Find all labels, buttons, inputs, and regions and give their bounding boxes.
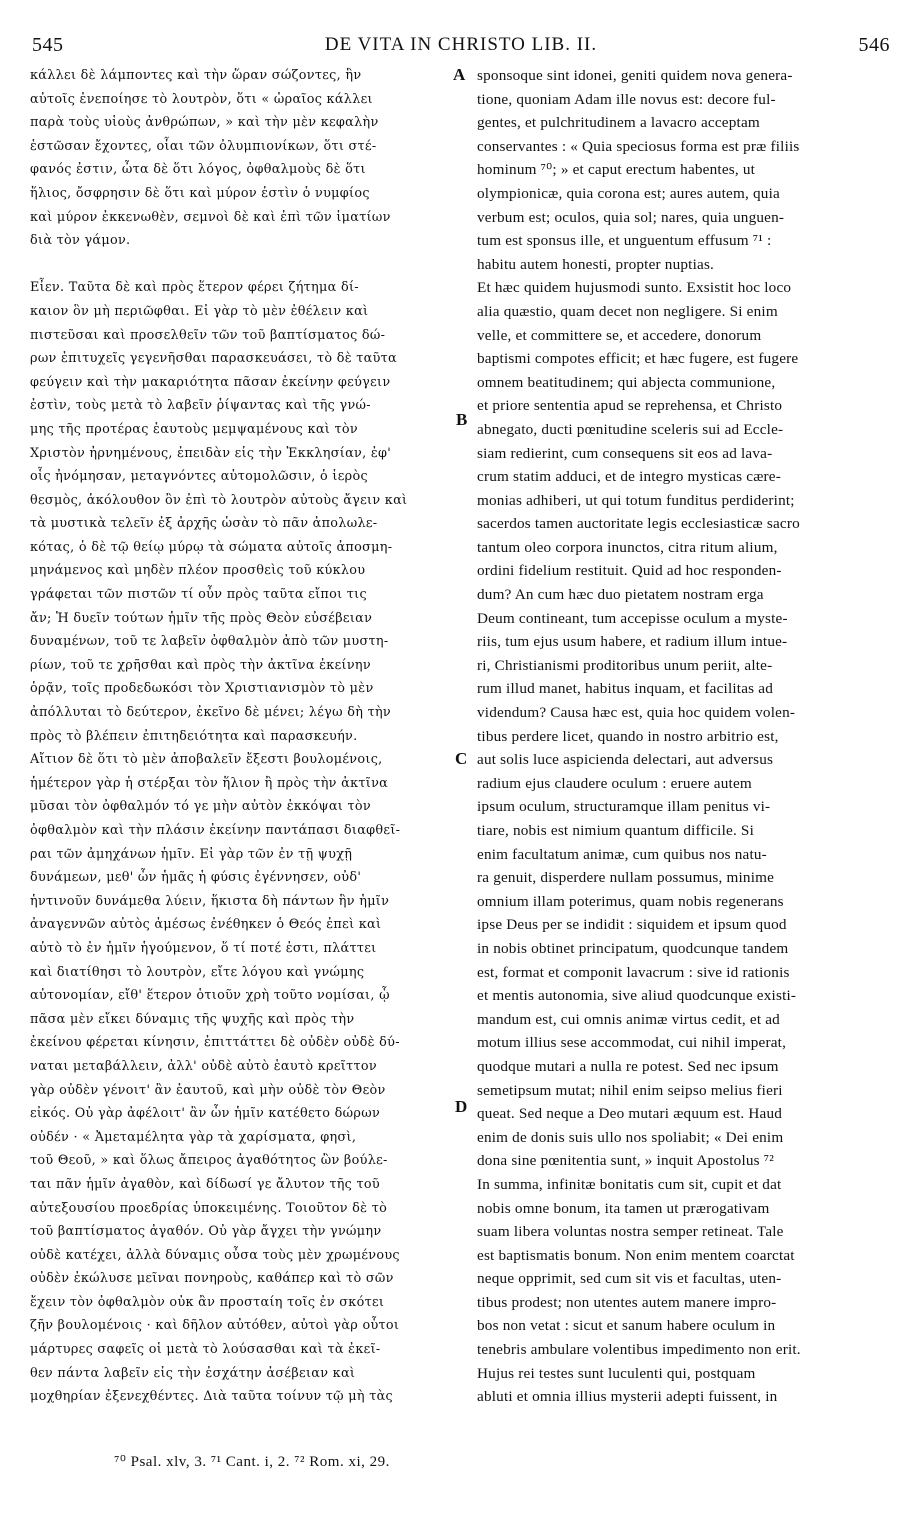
text-line: sponsoque sint idonei, geniti quidem nova genera- xyxy=(477,67,793,84)
greek-column xyxy=(30,64,464,1409)
text-line: αὐτονομίαν, εἴθ' ἕτερον ὁτιοῦν χρὴ τοῦτο νομίσαι, ᾧ xyxy=(30,988,390,1004)
text-line: ἀναγεννῶν αὐτὸς ἀμέσως ἐνέθηκεν ὁ Θεός ἐπεὶ καὶ xyxy=(30,917,382,933)
text-line: motum illius sese accommodat, cui nihil imperat, xyxy=(477,1034,787,1052)
text-line: mandum est, cui omnis animæ virtus cedit, et ad xyxy=(477,1010,780,1028)
text-line: γράφεται τῶν πιστῶν τί οὖν πρὸς ταῦτα εἴποι τις xyxy=(30,587,367,603)
text-line: tione, quoniam Adam ille novus est: decore ful- xyxy=(477,90,776,108)
text-line: Αἴτιον δὲ ὅτι τὸ μὲν ἀποβαλεῖν ἔξεστι βουλομένοις, xyxy=(30,752,383,768)
text-line: τοῦ Θεοῦ, » καὶ ὅλως ἄπειρος ἀγαθότητος ὢν βούλε- xyxy=(30,1153,388,1169)
text-line: semetipsum mutat; nihil enim seipso melius fieri xyxy=(477,1081,783,1099)
text-line: baptismi compotes efficit; et hæc fugere, est fugere xyxy=(477,350,799,368)
text-line: videndum? Causa hæc est, quia hoc quidem volen- xyxy=(477,704,796,722)
text-line: est, format et componit lavacrum : sive id rationis xyxy=(477,963,790,981)
text-line: ἔχειν τὸν ὀφθαλμὸν οὐκ ἂν προσταίη τοῖς ἐν σκότει xyxy=(30,1294,385,1310)
text-line: ραι τῶν ἀμηχάνων ἡμῖν. Εἰ γὰρ τῶν ἐν τῇ ψυχῇ xyxy=(30,846,353,862)
text-line: est baptismatis bonum. Non enim mentem coarctat xyxy=(477,1246,795,1264)
text-line: κάλλει δὲ λάμποντες καὶ τὴν ὥραν σώζοντες, ἣν xyxy=(30,68,362,83)
page-number-right: 546 xyxy=(858,34,890,56)
text-line: μηνάμενος καὶ μηδὲν πλέον προσθεὶς τοῦ κύκλου xyxy=(30,563,366,579)
running-header xyxy=(32,34,890,60)
text-line: rum illud manet, habitus inquam, et facilitas ad xyxy=(477,680,773,698)
text-line: ἐστὶν, τοὺς μετὰ τὸ λαβεῖν ῥίψαντας καὶ τῆς γνώ- xyxy=(30,398,371,414)
text-line: ἡμέτερον γὰρ ἡ στέρξαι τὸν ἥλιον ἢ πρὸς τὴν ἀκτῖνα xyxy=(30,775,389,791)
text-line: ipse Deus per se indidit : siquidem et ipsum quod xyxy=(477,916,787,934)
text-line: nobis omne bonum, ita tamen ut prærogativam xyxy=(477,1199,770,1217)
text-line: In summa, infinitæ bonitatis cum sit, cupit et dat xyxy=(477,1175,782,1193)
text-line: πᾶσα μὲν εἴκει δύναμις τῆς ψυχῆς καὶ πρὸς τὴν xyxy=(30,1011,355,1027)
section-marker-d: D xyxy=(455,1097,468,1116)
text-line: tenebris ambulare volentibus impedimento non erit. xyxy=(477,1341,801,1359)
text-line: καὶ διατίθησι τὸ λουτρὸν, εἴτε λόγου καὶ γνώμης xyxy=(30,964,365,980)
text-line: radium ejus claudere oculum : eruere autem xyxy=(477,774,752,792)
section-marker-a: A xyxy=(453,65,466,84)
text-line: tum est sponsus ille, et unguentum effusum ⁷¹ : xyxy=(477,232,772,250)
text-line: abnegato, ducti pœnitudine sceleris sui ad Eccle- xyxy=(477,420,784,438)
text-line: hominum ⁷⁰; » et caput erectum habentes, ut xyxy=(477,161,756,179)
text-line: εἰκός. Οὐ γὰρ ἀφέλοιτ' ἂν ὧν ἡμῖν κατέθετο δώρων xyxy=(30,1106,381,1122)
text-line: Εἶεν. Ταῦτα δὲ καὶ πρὸς ἕτερον φέρει ζήτημα δί- xyxy=(30,280,359,296)
text-line: μης τῆς προτέρας ἑαυτοὺς μεμψαμένους καὶ τὸν xyxy=(30,421,358,437)
text-line: ἑστῶσαν ἔχοντες, οἷαι τῶν ὀλυμπιονίκων, ὅτι στέ- xyxy=(30,138,377,154)
text-line: Hujus rei testes sunt luculenti qui, postquam xyxy=(477,1364,756,1382)
text-line: ὀφθαλμὸν καὶ τὴν πλάσιν ἐκείνην παντάπασι διαφθεῖ- xyxy=(30,823,401,838)
text-line: ἄν; Ἡ δυεῖν τούτων ἡμῖν τῆς πρὸς Θεὸν εὐσέβειαν xyxy=(30,610,373,626)
text-line: πρὸς τὸ βλέπειν ἐπιτηδειότητα καὶ παρασκευήν. xyxy=(30,728,358,744)
text-line: ρίων, τοῦ τε χρῆσθαι καὶ πρὸς τὴν ἀκτῖνα ἐκείνην xyxy=(30,657,371,673)
text-line: tibus prodest; non utentes autem manere impro- xyxy=(477,1293,777,1311)
text-line: γὰρ οὐδὲν γένοιτ' ἂν ἑαυτοῦ, καὶ μὴν οὐδὲ τὸν Θεὸν xyxy=(30,1082,386,1098)
text-line: omnem beatitudinem; qui abjecta communione, xyxy=(477,373,776,391)
text-line: sacerdos tamen auctoritate legis ecclesiasticæ sacro xyxy=(477,515,800,533)
text-line: abluti et omnia illius mysterii adepti fuissent, in xyxy=(477,1388,778,1406)
text-line: οὐδὲν ἐκώλυσε μεῖναι πονηροὺς, καθάπερ καὶ τὸ σῶν xyxy=(30,1271,394,1287)
text-line: πιστεῦσαι καὶ προσελθεῖν τῶν τοῦ βαπτίσματος δώ- xyxy=(30,327,386,343)
text-line: καιον ὃν μὴ περιῶφθαι. Εἰ γὰρ τὸ μὲν ἐθέλειν καὶ xyxy=(30,303,369,319)
text-line: tiare, nobis est nimium quantum difficile. Si xyxy=(477,822,754,839)
running-title: DE VITA IN CHRISTO LIB. II. xyxy=(324,34,598,55)
text-line: ναται μεταβάλλειν, ἀλλ' οὐδὲ αὐτὸ ἑαυτὸ κρεῖττον xyxy=(30,1058,377,1074)
text-line: ὁρᾷν, τοῖς προδεδωκόσι τὸν Χριστιανισμὸν τὸ μὲν xyxy=(30,681,374,697)
text-line: παρὰ τοὺς υἱοὺς ἀνθρώπων, » καὶ τὴν μὲν κεφαλὴν xyxy=(30,115,379,131)
text-line: ra genuit, disperdere nullam possumus, minime xyxy=(477,869,775,887)
text-line: ἡντινοῦν δυνάμεθα λύειν, ἥκιστα δὴ πάντων ἣν ἡμῖν xyxy=(30,893,390,909)
text-line: enim de donis suis ullo nos spoliabit; « Dei enim xyxy=(477,1128,784,1146)
text-line: enim facultatum animæ, cum quibus nos natu- xyxy=(477,845,767,863)
text-line: bos non vetat : sicut et sanum habere oculum in xyxy=(477,1317,776,1335)
text-line: ri, Christianismi proditoribus unum periit, alte- xyxy=(477,656,773,674)
text-line: olympionicæ, quia corona est; aures autem, quia xyxy=(477,184,780,202)
latin-column xyxy=(477,64,899,1409)
text-line: οὐδέν · « Ἀμεταμέλητα γὰρ τὰ χαρίσματα, φησὶ, xyxy=(30,1129,357,1145)
text-line: αὐτοῖς ἐνεποίησε τὸ λουτρὸν, ὅτι « ὡραῖος κάλλει xyxy=(30,91,373,107)
text-line: tantum oleo corpora inunctos, citra ritum alium, xyxy=(477,538,778,556)
text-line: alia quæstio, quam decet non negligere. Si enim xyxy=(477,302,778,320)
text-line: ζῆν βουλομένοις · καὶ δῆλον αὐτόθεν, αὐτοὶ γὰρ οὗτοι xyxy=(30,1318,400,1334)
text-line: monias adhiberi, ut qui totum funditus perdiderint; xyxy=(477,491,795,509)
text-line: ται πᾶν ἡμῖν ἀγαθὸν, καὶ δίδωσί γε ἄλυτον τῆς τοῦ xyxy=(30,1176,380,1192)
text-line: dona sine pœnitentia sunt, » inquit Apostolus ⁷² xyxy=(477,1152,775,1170)
text-line: suam libera voluntas nostra semper retineat. Tale xyxy=(477,1223,784,1241)
page-number-left: 545 xyxy=(32,34,64,56)
text-line: queat. Sed neque a Deo mutari æquum est. Haud xyxy=(477,1105,783,1123)
text-line: et priore sententia apud se reprehensa, et Christo xyxy=(477,397,783,415)
text-line: φανός ἐστιν, ὦτα δὲ ὅτι λόγος, ὀφθαλμοὺς δὲ ὅτι xyxy=(30,162,366,178)
text-line: μοχθηρίαν ἐξενεχθέντες. Διὰ ταῦτα τοίνυν τῷ μὴ τὰς xyxy=(30,1389,393,1405)
footnotes: ⁷⁰ Psal. xlv, 3. ⁷¹ Cant. i, 2. ⁷² Rom. xi, 29. xyxy=(114,1454,390,1470)
section-marker-c: C xyxy=(455,749,468,768)
text-line: ἀπόλλυται τὸ δεύτερον, ἐκεῖνο δὲ μένει; λέγω δὴ τὴν xyxy=(30,705,391,721)
text-line: κότας, ὁ δὲ τῷ θείῳ μύρῳ τὰ σώματα αὐτοῖς ἀποσμη- xyxy=(30,539,393,555)
text-line: velle, et committere se, et accedere, donorum xyxy=(477,326,762,344)
text-line: οὐδὲ κατέχει, ἀλλὰ δύναμις οὖσα τοὺς μὲν χρωμένους xyxy=(30,1247,400,1263)
text-line: ipsum oculum, structuramque illam penitus vi- xyxy=(477,798,771,816)
text-line: ἐκείνου φέρεται κίνησιν, ἐπιττάττει δὲ οὐδὲν οὐδὲ δύ- xyxy=(30,1035,400,1051)
text-line: ρων ἐπιτυχεῖς γεγενῆσθαι παρασκευάσει, τὸ δὲ ταῦτα xyxy=(30,351,397,367)
text-line: aut solis luce aspicienda delectari, aut adversus xyxy=(477,751,774,769)
text-line: αὐτὸ τὸ ἐν ἡμῖν ἡγούμενον, ὅ τί ποτέ ἐστι, πλάττει xyxy=(30,940,377,956)
text-line: οἷς ἠνόμησαν, μεταγνόντες αὐτομολῶσιν, ὁ ἱερὸς xyxy=(30,469,368,485)
text-line: καὶ μύρον ἐκκενωθὲν, σεμνοὶ δὲ καὶ ἐπὶ τῶν ἱματίων xyxy=(30,209,391,225)
text-line: μῦσαι τὸν ὀφθαλμόν τό γε μὴν αὐτὸν ἐκκόψαι τὸν xyxy=(30,799,371,815)
text-line: θεν πάντα λαβεῖν εἰς τὴν ἐσχάτην ἀσέβειαν καὶ xyxy=(30,1365,356,1381)
text-line: αὐτεξουσίου προεδρίας ὑποκειμένης. Τοιοῦτον δὲ τὸ xyxy=(30,1200,388,1216)
text-line: quodque mutari a nulla re potest. Sed nec ipsum xyxy=(477,1057,779,1075)
text-line: omnium illam poterimus, quam nobis regenerans xyxy=(477,892,784,910)
text-line: dum? An cum hæc duo pietatem nostram erga xyxy=(477,586,764,604)
text-line: verbum est; oculos, quia sol; nares, quia unguen- xyxy=(477,208,785,226)
text-line: δυνάμεων, μεθ' ὧν ἡμᾶς ἡ φύσις ἐγέννησεν, οὐδ' xyxy=(30,870,362,886)
text-line: riis, tum ejus usum habere, et radium illum intue- xyxy=(477,633,788,651)
text-line: θεσμὸς, ἀκόλουθον ὂν ἐπὶ τὸ λουτρὸν αὐτοὺς ἄγειν καὶ xyxy=(30,492,408,508)
section-marker-b: B xyxy=(456,410,468,429)
text-line: τοῦ βαπτίσματος ἀγαθόν. Οὐ γὰρ ἄγχει τὴν γνώμην xyxy=(30,1224,382,1240)
text-line: et mentis autonomia, sive aliud quodcunque existi- xyxy=(477,987,797,1005)
text-line: tibus perdere licet, quando in nostro arbitrio est, xyxy=(477,727,779,745)
text-line: ἥλιος, ὄσφρησιν δὲ ὅτι καὶ μύρον ἐστὶν ὁ νυμφίος xyxy=(30,185,370,201)
text-line: gentes, et pulchritudinem a lavacro acceptam xyxy=(477,114,760,132)
text-line: τὰ μυστικὰ τελεῖν ἐξ ἀρχῆς ὡσὰν τὸ πᾶν ἀπολωλε- xyxy=(30,516,378,532)
text-line: φεύγειν καὶ τὴν μακαριότητα πᾶσαν ἐκείνην φεύγειν xyxy=(30,374,391,390)
text-line: ordini fidelium restituit. Quid ad hoc responden- xyxy=(477,562,782,580)
text-line: crum statim adduci, et de integro mysticas cære- xyxy=(477,468,781,486)
text-line: Deum contineant, tum accepisse oculum a myste- xyxy=(477,609,788,627)
text-line: δυναμένων, τοῦ τε λαβεῖν ὀφθαλμὸν ἀπὸ τῶν μυστη- xyxy=(30,634,389,650)
text-line: Et hæc quidem hujusmodi sunto. Exsistit hoc loco xyxy=(477,279,792,297)
text-line: neque opprimit, sed cum sit vis et facultas, uten- xyxy=(477,1270,782,1288)
text-line: μάρτυρες σαφεῖς οἱ μετὰ τὸ λούσασθαι καὶ τὰ ἐκεῖ- xyxy=(30,1342,381,1358)
text-line: Χριστὸν ἠρνημένους, ἐπειδὰν εἰς τὴν Ἐκκλησίαν, ἐφ' xyxy=(30,445,392,461)
text-line: habitu autem honesti, propter nuptias. xyxy=(477,255,715,273)
text-line: in nobis obtinet principatum, quodcunque tandem xyxy=(477,939,789,957)
text-line: siam redierint, cum consequens sit eos ad lava- xyxy=(477,444,773,462)
paragraph-gap xyxy=(30,253,464,277)
text-line: διὰ τὸν γάμον. xyxy=(30,233,131,249)
text-line: conservantes : « Quia speciosus forma est præ filiis xyxy=(477,137,800,155)
